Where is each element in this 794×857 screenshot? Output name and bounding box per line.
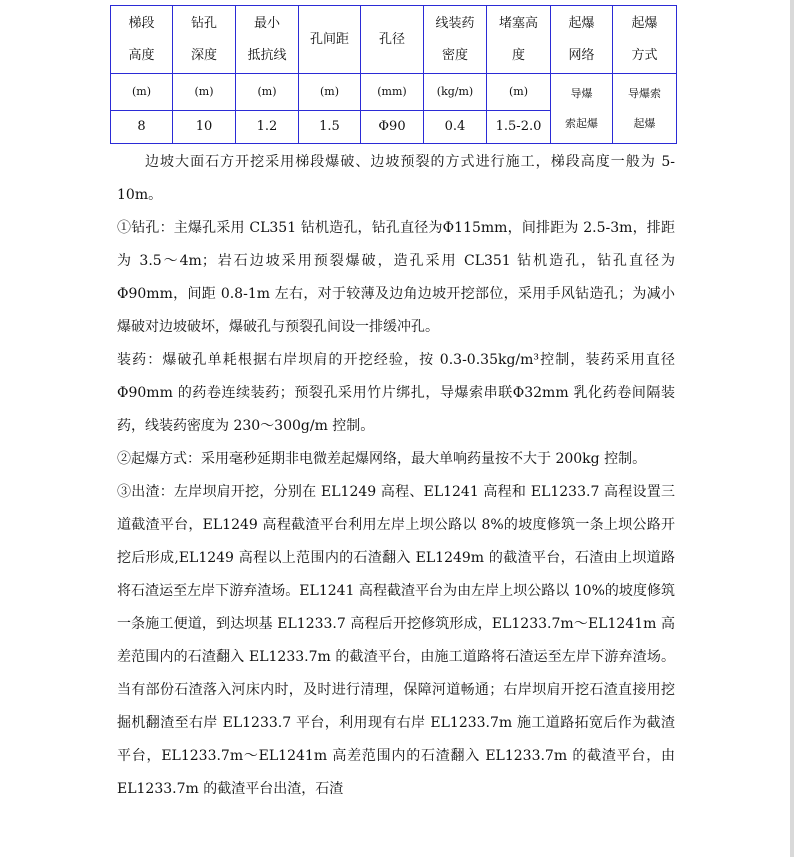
paragraph-charging: 装药：爆破孔单耗根据右岸坝肩的开挖经验，按 0.3-0.35kg/m³控制，装药采用直径Φ90mm 的药卷连续装药；预裂孔采用竹片绑扎，导爆索串联Φ32mm 乳化药卷间隔装药，线装药密度为 230～300g/m 控制。 [117,352,675,434]
unit-cell: (kg/m) [424,74,487,111]
value-cell: 10 [173,111,236,144]
value-cell: 1.5 [299,111,361,144]
value-cell: 1.2 [236,111,299,144]
header-cell-charge-density: 线装药 密度 [424,6,487,74]
header-cell-bench-height: 梯段 高度 [111,6,173,74]
header-cell-hole-diameter: 孔径 [361,6,424,74]
paragraph-drilling: ①钻孔：主爆孔采用 CL351 钻机造孔，钻孔直径为Φ115mm，间排距为 2.5-3m，排距为 3.5～4m；岩石边坡采用预裂爆破，造孔采用 CL351 钻机造孔，钻孔直径为Φ90mm，间距 0.8-1m 左右，对于较薄及边角边坡开挖部位，采用手风钻造孔；为减小爆破对边坡破坏，爆破孔与预裂孔间设一排缓冲孔。 [117,220,675,335]
paragraph-intro: 边坡大面石方开挖采用梯段爆破、边坡预裂的方式进行施工，梯段高度一般为 5-10m。 [117,154,675,203]
header-cell-initiation-method: 起爆 方式 [613,6,677,74]
table-header-row [111,6,677,74]
value-cell: 8 [111,111,173,144]
network-value-cell: 导爆 索起爆 [551,74,613,144]
unit-cell: (m) [299,74,361,111]
value-cell: Φ90 [361,111,424,144]
header-cell-initiation-network: 起爆 网络 [551,6,613,74]
paragraph-mucking: ③出渣：左岸坝肩开挖，分别在 EL1249 高程、EL1241 高程和 EL1233.7 高程设置三道截渣平台，EL1249 高程截渣平台利用左岸上坝公路以 8%的坡度修筑一条上坝公路开挖后形成,EL1249 高程以上范围内的石渣翻入 EL1249m 的截渣平台，石渣由上坝道路将石渣运至左岸下游弃渣场。EL1241 高程截渣平台为由左岸上坝公路以 10%的坡度修筑一条施工便道，到达坝基 EL1233.7 高程后开挖修筑形成，EL1233.7m～EL1241m 高差范围内的石渣翻入 EL1233.7m 的截渣平台，由施工道路将石渣运至左岸下游弃渣场。当有部份石渣落入河床内时，及时进行清理，保障河道畅通；右岸坝肩开挖石渣直接用挖掘机翻渣至右岸 EL1233.7 平台，利用现有右岸 EL1233.7m 施工道路拓宽后作为截渣平台，EL1233.7m～EL1241m 高差范围内的石渣翻入 EL1233.7m 的截渣平台，由 EL1233.7m 的截渣平台出渣，石渣 [117,484,675,797]
unit-cell: (m) [173,74,236,111]
body-text [117,146,675,806]
paragraph-initiation: ②起爆方式：采用毫秒延期非电微差起爆网络，最大单响药量按不大于 200kg 控制。 [117,451,647,467]
method-value-cell: 导爆索 起爆 [613,74,677,144]
header-cell-hole-depth: 钻孔 深度 [173,6,236,74]
header-cell-stemming-height: 堵塞高 度 [487,6,551,74]
unit-cell: (m) [111,74,173,111]
unit-cell: (m) [487,74,551,111]
blasting-parameter-table [110,5,677,144]
header-cell-burden: 最小 抵抗线 [236,6,299,74]
value-cell: 1.5-2.0 [487,111,551,144]
unit-cell: (mm) [361,74,424,111]
value-cell: 0.4 [424,111,487,144]
unit-cell: (m) [236,74,299,111]
table-units-row [111,74,677,111]
header-cell-hole-spacing: 孔间距 [299,6,361,74]
page-right-edge [790,0,794,857]
